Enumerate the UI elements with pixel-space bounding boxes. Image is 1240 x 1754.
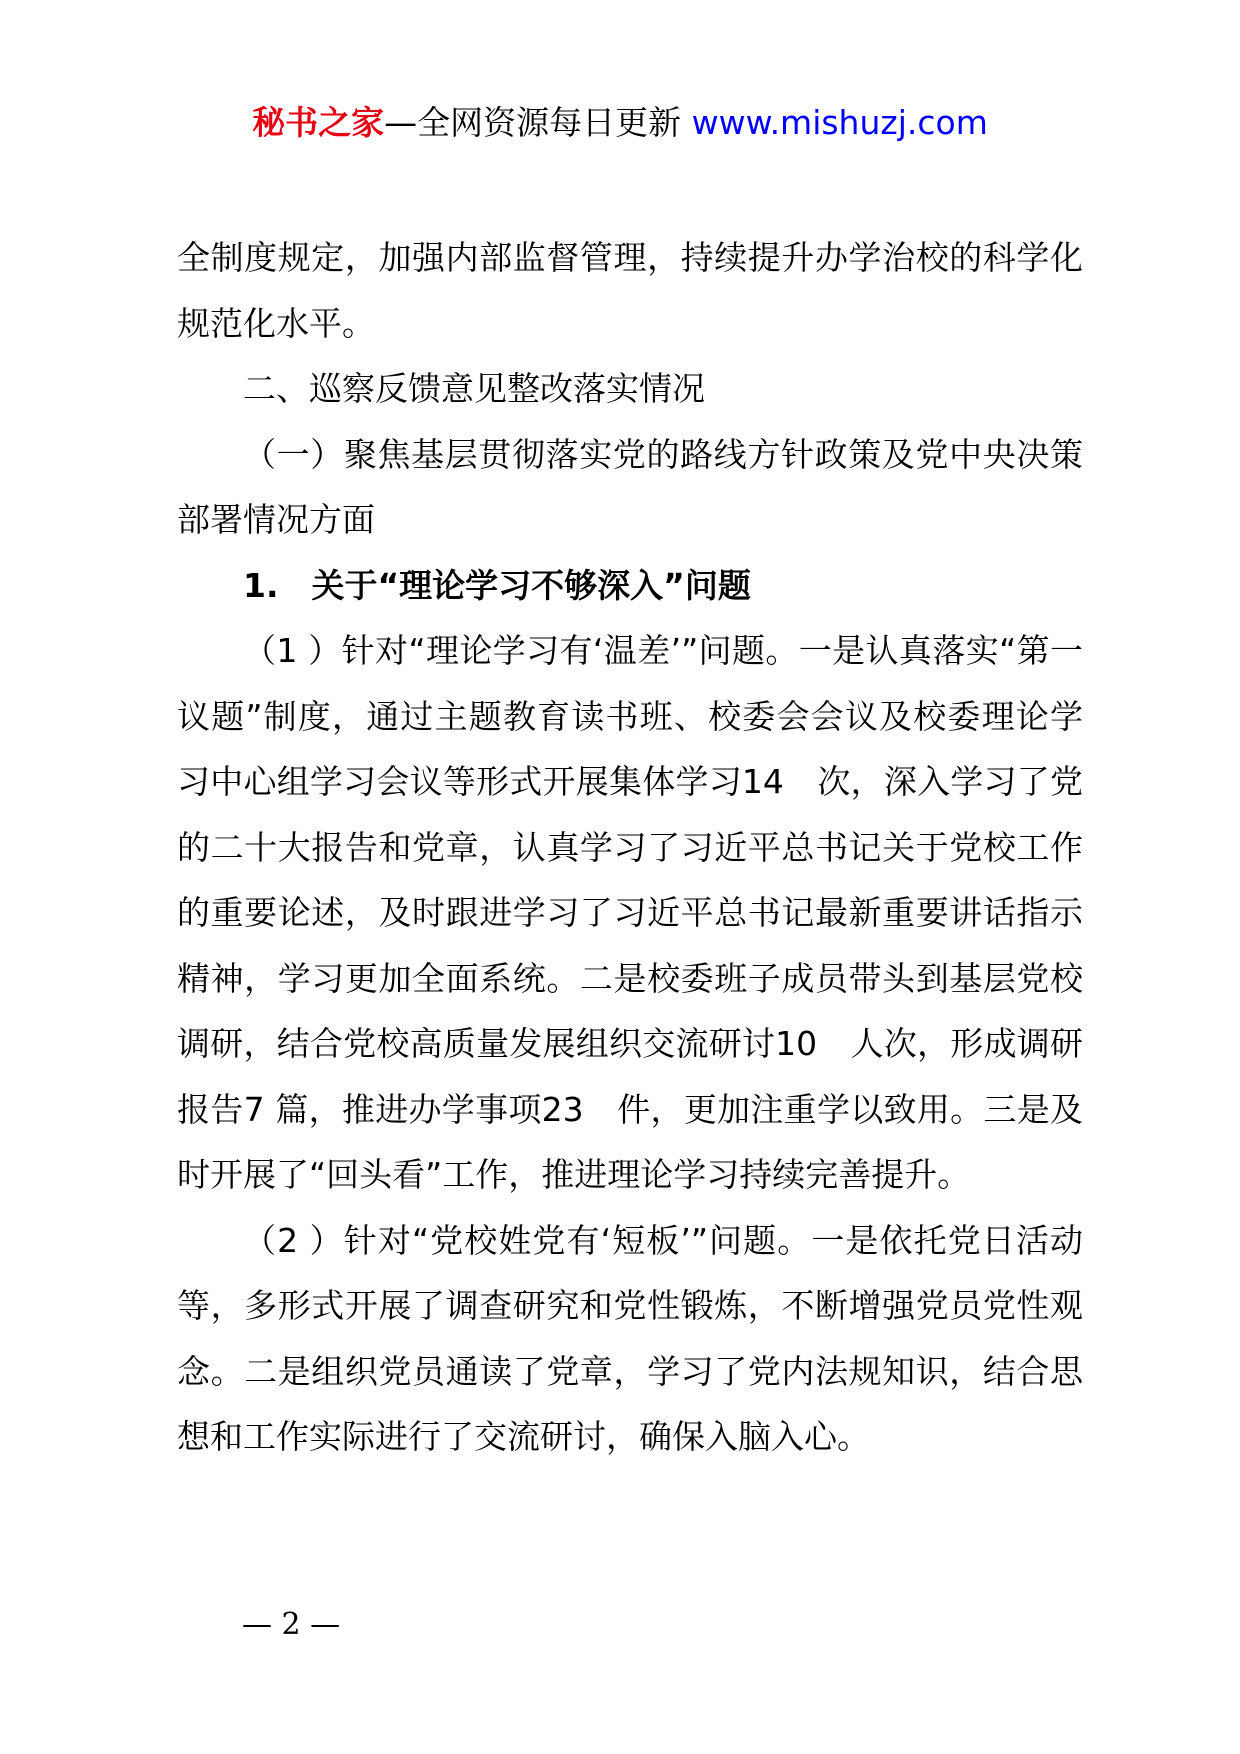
site-url-link[interactable]: www.mishuzj.com	[691, 103, 988, 142]
subsection-heading: （一）聚焦基层贯彻落实党的路线方针政策及党中央决策部署情况方面	[177, 434, 1083, 539]
site-brand: 秘书之家	[252, 103, 385, 142]
paragraph-continuation: 全制度规定，加强内部监督管理，持续提升办学治校的科学化规范化水平。	[177, 238, 1083, 343]
page-number: — 2 —	[242, 1607, 341, 1642]
site-tagline: —全网资源每日更新	[384, 103, 692, 142]
section-heading: 二、巡察反馈意见整改落实情况	[243, 369, 705, 408]
paragraph-item-1: （1 ）针对“理论学习有‘温差’”问题。一是认真落实“第一议题”制度，通过主题教育读书班、校委会会议及校委理论学习中心组学习会议等形式开展集体学习14 次，深入学习了党的二十大报告和党章，认真学习了习近平总书记关于党校工作的重要论述，及时跟进学习了习近平总书记最新重要讲话指示精神，学习更加全面系统。二是校委班子成员带头到基层党校调研，结合党校高质量发展组织交流研讨10 人次，形成调研报告7 篇，推进办学事项23 件，更加注重学以致用。三是及时开展了“回头看”工作，推进理论学习持续完善提升。	[177, 631, 1083, 1194]
document-body	[177, 225, 1083, 1470]
item-heading: 1. 关于“理论学习不够深入”问题	[243, 565, 751, 605]
paragraph-item-2: （2 ）针对“党校姓党有‘短板’”问题。一是依托党日活动等，多形式开展了调查研究和党性锻炼，不断增强党员党性观念。二是组织党员通读了党章，学习了党内法规知识，结合思想和工作实际进行了交流研讨，确保入脑入心。	[177, 1220, 1083, 1456]
site-header	[0, 100, 1240, 146]
